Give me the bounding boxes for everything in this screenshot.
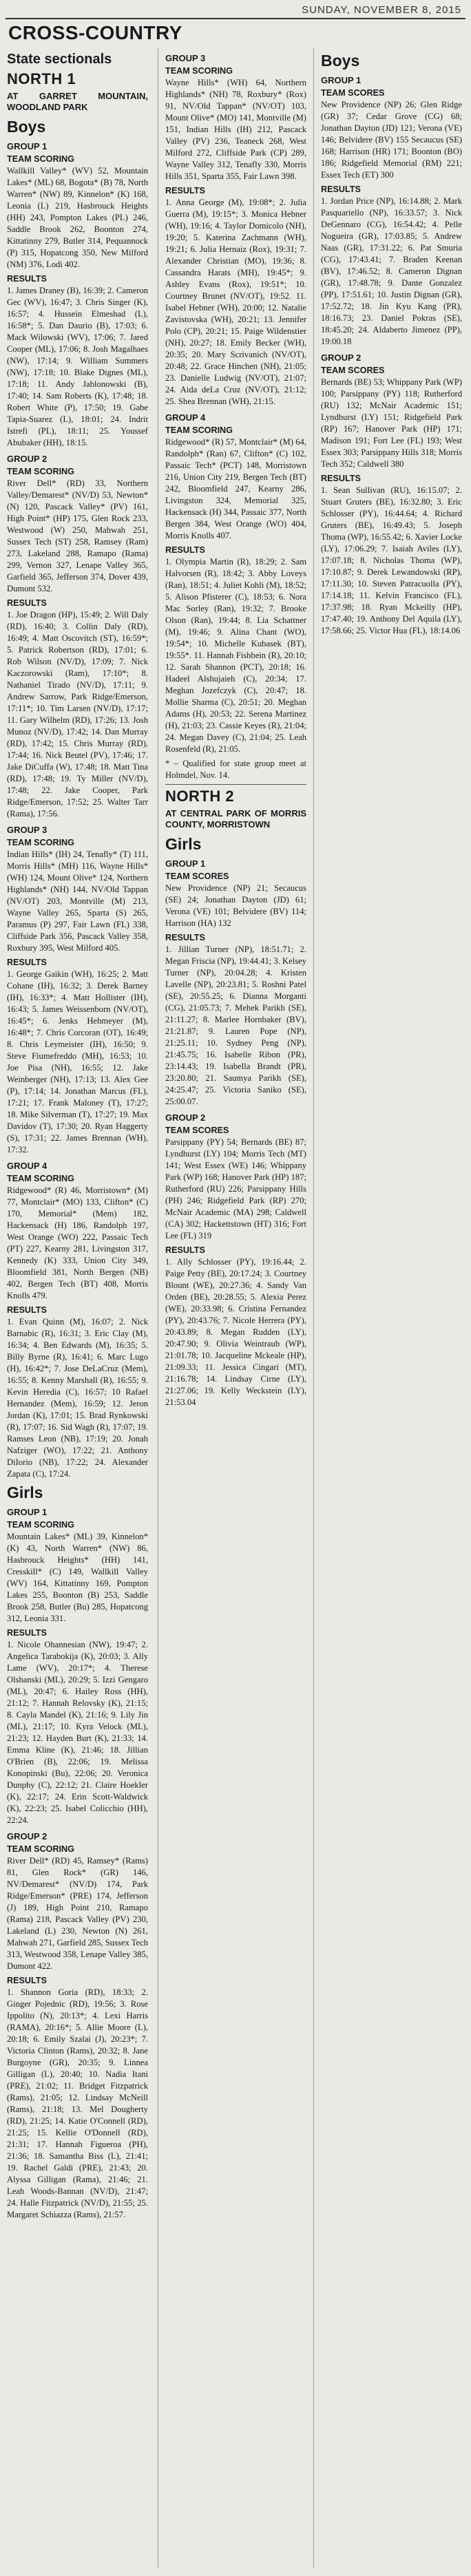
group-heading: GROUP 3 bbox=[7, 825, 48, 835]
results-label: RESULTS bbox=[321, 184, 361, 194]
group-heading: GROUP 3 bbox=[165, 53, 206, 63]
group-heading: GROUP 2 bbox=[7, 1831, 48, 1841]
results-text: 1. Olympia Martin (R), 18:29; 2. Sam Halvorsen (R), 18:42; 3. Abby Loveys (Ran), 18:51; 4. Juliet Kohli (M), 18:52; 5. Alison Pfisterer (C), 18:53; 6. Nora Mac Sorley (Ran), 19:32; 7. Brooke Olson (Ran), 19:44; 8. Lia Schattner (M), 19:46; 9. Alina Chant (WO), 19:54*; 10. Michelle Kubasek (BT), 19:55*. 11. Hannah Fishbein (R), 20:10; 12. Sarah Shannon (PCT), 20:18; 16. Hadeel Alshujaieh (C), 20:34; 17. Meghan Jozefczyk (C), 20:47; 18. Mollie Sharma (C), 20:51; 20. Meghan Adams (H), 20:53; 22. Serena Martinez (H), 21:03; 23. Cassie Keyes (R), 21:04; 24. Megan Davey (C), 21:04; 25. Leah Rosenfeld (R), 21:05. bbox=[165, 557, 306, 754]
team-scoring-label: TEAM SCORING bbox=[7, 154, 74, 164]
top-rule bbox=[6, 18, 465, 19]
column-3 bbox=[321, 48, 462, 2568]
meet-location: AT GARRET MOUNTAIN, WOODLAND PARK bbox=[7, 91, 148, 112]
team-scores-text: Parsippany (PY) 54; Bernards (BE) 87; Lyndhurst (LY) 104; Morris Tech (MT) 141; West Essex (WE) 146; Whippany Park (WP) 168; Hanover Park (HP) 187; Rutherford (RU) 226; Parsippany Hills (PH) 246; Ridgefield Park (RP) 270; McNair Academic (MA) 298; Caldwell (CA) 302; Hackettstown (HT) 316; Fort Lee (FL) 319 bbox=[165, 1137, 306, 1241]
qualifier-note: * – Qualified for state group meet at Holmdel, Nov. 14. bbox=[165, 759, 306, 780]
results-text: 1. Jordan Price (NP), 16:14.88; 2. Mark Pasquariello (NP), 16:33.57; 3. Nick DeGennaro (CG), 16:54.42; 4. Pelle Nogueira (GR), 17:03.85; 5. Andrew Naas (GR), 17:31.22; 6. Pat Smuria (CG), 17:43.41; 7. Braden Keenan (BV), 17:46.52; 8. Cameron Dignan (GR), 17:48.78; 9. Dante Gonzalez (PP), 17:51.61; 10. Justin Dignan (GR), 17:52.72; 18. Jin Kyu Kang (PR), 18:16.73; 23. Daniel Pokras (SE), 18:45.20; 24. Aldaberto Jimenez (PP), 19:00.18 bbox=[321, 196, 462, 346]
team-scores-text: Bernards (BE) 53; Whippany Park (WP) 100; Parsippany (PY) 118; Rutherford (RU) 132; McNair Academic 151; Lyndhurst (LY) 151; Ridgefield Park (RP) 167; Hanover Park (HP) 171; Madison 191; Fort Lee (FL) 193; West Essex 303; Parsippany Hills 318; Morris Tech 352; Caldwell 380 bbox=[321, 377, 462, 469]
results-label: RESULTS bbox=[165, 933, 205, 942]
results-text: 1. Joe Dragon (HP), 15:49; 2. Will Daly (RD), 16:40; 3. Collin Daly (RD), 16:49; 4. Matt Oscovitch (ST), 16:59*; 5. Patrick Robertson (RD), 17:01; 6. Rob Wilson (NV/D), 17:09; 7. Nick Kaczorowski (Ram), 17:10*; 8. Nathaniel Tirado (NV/D), 17:11; 9. Andrew Sarrow, Park Ridge/Emerson, 17:11*; 10. Tim Larsen (NV/D), 17:17; 11. Gary Wilhelm (RD), 17:26; 13. Josh Munoz (NV/D), 17:42; 14. Dan Murray (RD), 17:42; 15. Chris Murray (RD), 17:44; 16. Nick Beutel (PV), 17:46; 17. Jake DiCuffa (W), 17:48; 18. Matt Tina (RD), 17:48; 19. Ty Miller (NV/D), 17:48; 22. Jake Cooper, Park Ridge/Emerson, 17:52; 25. Walter Tarr (Rama), 17:56. bbox=[7, 610, 148, 819]
team-scores-text: New Providence (NP) 21; Secaucus (SE) 24; Jonathan Dayton (JD) 61; Verona (VE) 101; Belvidere (BV) 114; Harrison (HA) 132 bbox=[165, 883, 306, 928]
team-scoring-label: TEAM SCORING bbox=[7, 1844, 74, 1854]
team-scoring-text: Mountain Lakes* (ML) 39, Kinnelon* (K) 43, North Warren* (NW) 86, Hasbrouck Heights* (HH) 141, Cresskill* (C) 149, Wallkill Valley (WV) 164, Kittatinny 169, Pompton Lakes 255, Boonton (B) 253, Saddle Brook 258, Butler (Bu) 285, Hopatcong 312, Leonia 331. bbox=[7, 1532, 148, 1623]
team-scoring-label: TEAM SCORING bbox=[165, 66, 233, 76]
group-heading: GROUP 1 bbox=[7, 1507, 48, 1517]
results-label: RESULTS bbox=[165, 1245, 205, 1255]
results-text: 1. George Gaikin (WH), 16:25; 2. Matt Cohane (IH), 16:32; 3. Derek Barney (IH), 16:33*; 4. Matt Hollister (IH), 16:43; 5. James Weissenborn (NV/OT), 16:45*; 6. Jenks Hehmeyer (M), 16:48*; 7. Chris Corcoran (OT), 16:49; 8. Chris Leymeister (IH), 16:50; 9. Steve Fiumefreddo (MH), 16:53; 10. Joe Pisa (NH), 16:55; 12. Jake Weinberger (NH), 17:13; 13. Alex Gee (P), 17:14; 14. Jonathan Marcus (FL), 17:21; 17. Frank Maloney (T), 17:27; 18. Mike Silverman (T), 17:27; 19. Max Davidov (T), 17:30; 20. Ryan Haggerty (S), 17:31; 22. James Brennan (WH), 17:32. bbox=[7, 969, 148, 1154]
team-scoring-label: TEAM SCORING bbox=[7, 467, 74, 476]
team-scoring-text: Wallkill Valley* (WV) 52, Mountain Lakes* (ML) 68, Bogota* (B) 78, North Warren* (NW) 89, Kinnelon* (K) 168, Leonia (L) 219, Hasbrouck Heights (HH) 243, Pompton Lakes (PL) 246, Saddle Brook 262, Boonton 274, Kittatinny 279, Butler 314, Pequannock (P) 315, Hopatcong 350, New Milford (NM) 376, Lodi 402. bbox=[7, 166, 148, 269]
section-rule bbox=[165, 784, 306, 785]
results-text: 1. Shannon Goria (RD), 18:33; 2. Ginger Pojednic (RD), 19:56; 3. Rose Ippolito (N), 20:13*; 4. Lexi Harris (RAMA), 20:16*; 5. Allie Moore (L), 20:18; 6. Emily Szalai (J), 20:23*; 7. Victoria Clinton (Rams), 20:32; 8. Jane Burgoyne (GR), 20:35; 9. Linnea Gilligan (L), 20:40; 10. Nadia Itani (PRE), 21:02; 11. Bridget Fitzpatrick (Rams), 21:05; 12. Lindsay McNeill (Rams), 21:18; 13. Mel Dougherty (RD), 21:25; 14. Katie O'Connell (RD), 21:25; 15. Kellie O'Donnell (RD), 21:31; 17. Hannah Figueroa (PH), 21:36; 18. Samantha Biss (L), 21:41; 19. Rachel Galdi (PRE), 21:43; 20. Alyssa Gilligan (Rama), 21:46; 21. Leah Woods-Bannan (NV/D), 21:47; 24. Halle Fitzpatrick (NV/D), 21:55; 25. Margaret Schiazza (Rams), 21:57. bbox=[7, 1987, 148, 2219]
column-divider bbox=[313, 48, 314, 2568]
boys-heading: Boys bbox=[321, 52, 360, 70]
results-label: RESULTS bbox=[7, 1305, 47, 1315]
team-scores-text: New Providence (NP) 26; Glen Ridge (GR) 37; Cedar Grove (CG) 68; Jonathan Dayton (JD) 121; Verona (VE) 146; Belvidere (BV) 155 Secaucus (SE) 168; Harrison (HR) 171; Boonton (BO) 186; Ridgefield Memorial (RM) 221; Essex Tech (ET) 300 bbox=[321, 100, 462, 180]
group-heading: GROUP 1 bbox=[321, 75, 362, 85]
girls-heading: Girls bbox=[7, 1484, 43, 1501]
team-scoring-label: TEAM SCORING bbox=[165, 425, 233, 435]
team-scoring-text: Wayne Hills* (WH) 64, Northern Highlands* (NH) 78, Roxbury* (Rox) 91, NV/Old Tappan* (NV/OT) 103, Mount Olive* (MO) 141, Montville (M) 151, Indian Hills (IH) 212, Pascack Valley (PV) 236, Teaneck 268, West Milford 272, Cliffside Park (CP) 289, Wayne Valley 312, Tenafly 330, Morris Hills 351, Sparta 355, Fair Lawn 398. bbox=[165, 78, 306, 181]
results-label: RESULTS bbox=[165, 186, 205, 196]
group-heading: GROUP 4 bbox=[165, 412, 206, 423]
group-heading: GROUP 1 bbox=[7, 141, 48, 151]
results-text: 1. Nicole Ohannesian (NW), 19:47; 2. Angelica Tarabokija (K), 20:03; 3. Ally Lame (WV), 20:17*; 4. Therese Olshanski (ML), 20:29; 5. Izzi Gengaro (ML), 20:47; 6. Hailey Ross (HH), 21:12; 7. Hannah Relovsky (K), 21:15; 8. Cayla Mandel (K), 21:16; 9. Lily Jin (ML), 21:17; 10. Kyra Velock (ML), 21:23; 12. Hayden Burt (K), 21:33; 14. Emma Kline (K), 21:46; 18. Jillian O'Brien (B), 22:06; 19. Melissa Konopinski (Bu), 22:06; 20. Veronica Dunphy (C), 22:12; 21. Claire Hoekler (K), 22:17; 24. Erin Scott-Waldwick (K), 22:23; 25. Isabel Colicchio (HH), 22:24. bbox=[7, 1640, 148, 1825]
column-2 bbox=[165, 48, 306, 2568]
results-text: 1. Evan Quinn (M), 16:07; 2. Nick Barnabic (R), 16:31; 3. Eric Clay (M), 16:34; 4. Ben Edwards (M), 16:35; 5. Billy Byrne (R), 16:41; 6. Marc Lugo (H), 16:42*; 7. Jose DeLaCruz (Mem), 16:55; 8. Kenny Marshall (R), 16:55; 9. Kevin Heredia (C), 16:57; 10 Rafael Hernandez (Mem), 16:59; 12. Jeron Jordan (K), 17:01; 15. Brad Rynkowski (R), 17:07; 16. Sid Wagh (R), 17:07; 19. Ramses Leon (NB), 17:19; 20. Jonah Nafziger (WO), 17:22; 21. Anthony DiIorio (NB), 17:22; 24. Alexander Zapata (C), 17:24. bbox=[7, 1317, 148, 1479]
section-heading: State sectionals bbox=[7, 52, 112, 67]
group-heading: GROUP 4 bbox=[7, 1161, 48, 1171]
results-text: 1. Ally Schlosser (PY), 19:16.44; 2. Paige Petty (BE), 20:17.24; 3. Courtney Blount (WE), 20:27.36; 4. Sandy Van Orden (BE), 20:28.55; 5. Alexia Perez (WE), 20:33.98; 6. Cristina Fernandez (PY), 20:43.76; 7. Nicole Herrera (PY), 20:43.89; 8. Megan Rudden (LY), 20:47.90; 9. Olivia Weintraub (WP), 21:01.78; 10. Jacqueline Mckeale (HP), 21:09.33; 11. Jessica Cingari (MT), 21:16.78; 14. Lindsay Cirne (LY), 21:27.06; 19. Kelly Weckstein (LY), 21:53.04 bbox=[165, 1257, 306, 1407]
results-text: 1. James Draney (B), 16:39; 2. Cameron Gec (WV), 16:47; 3. Chris Singer (K), 16:57; 4. Hussein Elmeshad (L), 16:58*; 5. Dan Daurio (B), 17:03; 6. Mack Wilowski (WV), 17:06; 7. Jared Cooper (ML), 17:06; 8. Josh Magalhaes (NW), 17:14; 9. William Summers (NW), 17:18; 10. Blake Dignes (ML), 17:18; 11. Andy Jablonowski (B), 17:40; 14. Sam Roberts (K), 17:48; 18. Robert White (P), 17:50; 19. Gabe Tapia-Suarez (L), 18:01; 24. Indrit Istrefi (PL), 18:11; 25. Youssef Abubaker (HH), 18:15. bbox=[7, 286, 148, 447]
team-scoring-text: River Dell* (RD) 33, Northern Valley/Demarest* (NV/D) 53, Newton* (N) 120, Pascack Valley* (PV) 161, High Point* (HP) 175, Glen Rock 233, Westwood (W) 250, Mahwah 251, Sussex Tech (ST) 258, Ramsey (Ram) 273, Lakeland 288, Ramapo (Rama) 299, Vernon 327, Lenape Valley 365, Garfield 365, Jefferson 374, Dover 439, Dumont 532. bbox=[7, 478, 148, 593]
results-label: RESULTS bbox=[7, 1628, 47, 1638]
group-heading: GROUP 2 bbox=[165, 1112, 206, 1123]
team-scores-label: TEAM SCORES bbox=[321, 366, 385, 375]
results-label: RESULTS bbox=[7, 598, 47, 608]
boys-heading: Boys bbox=[7, 118, 46, 136]
group-heading: GROUP 2 bbox=[7, 454, 48, 464]
meet-heading: NORTH 1 bbox=[7, 70, 76, 87]
girls-heading: Girls bbox=[165, 835, 202, 853]
results-text: 1. Jillian Turner (NP), 18:51.71; 2. Megan Friscia (NP), 19:44.41; 3. Kelsey Turner (NP), 20:04.28; 4. Kristen Lavelle (NP), 20:23.81; 5. Roshni Patel (SE), 20:55.25; 6. Dianna Morganti (CG), 21:05.73; 7. Mehek Parikh (SE), 21:11.27; 8. Marlee Hornbaker (BV), 21:21.87; 9. Lauren Pope (NP), 21:25.11; 10. Sydney Peng (NP), 21:45.75; 16. Isabelle Ribon (PR), 23:14.43; 19. Isabella Brandt (PR), 23:20.80; 21. Saumya Parikh (SE), 24:25.47; 25. Victoria Saniko (SE), 25:00.07. bbox=[165, 944, 306, 1106]
team-scores-label: TEAM SCORES bbox=[165, 1126, 229, 1135]
results-label: RESULTS bbox=[7, 958, 47, 967]
team-scores-label: TEAM SCORES bbox=[165, 872, 229, 881]
team-scoring-label: TEAM SCORING bbox=[7, 838, 74, 847]
meet-location: AT CENTRAL PARK OF MORRIS COUNTY, MORRISTOWN bbox=[165, 808, 306, 830]
team-scores-label: TEAM SCORES bbox=[321, 88, 385, 98]
team-scoring-text: Indian Hills* (IH) 24, Tenafly* (T) 111, Morris Hills* (MH) 116, Wayne Hills* (WH) 124, Mount Olive* 124, Northern Highlands* (NH) 144, NV/Old Tappan (NV/OT) 203, Montville (M) 213, Wayne Valley 265, Sparta (S) 265, Paramus (P) 297, Fair Lawn (FL) 338, Cliffside Park 356, Pascack Valley 358, Roxbury 395, West Milford 405. bbox=[7, 849, 148, 953]
results-text: 1. Anna George (M), 19:08*; 2. Julia Guerra (M), 19:15*; 3. Monica Hebner (WH), 19:16; 4. Taylor Domicolo (NH), 19:20; 5. Katerina Zachmann (WH), 19:21; 6. Julia Hernaiz (Rox), 19:31; 7. Alexander Christian (MO), 19:36; 8. Cassandra Harats (MH), 19:45*; 9. Ashley Evans (Rox), 19:51*; 10. Courtney Brunet (NV/OT), 19:52. 11. Isabel Hebner (WH), 20:00; 12. Natalie Zavistovska (WH), 20:21; 13. Jennifer Polo (CP), 20:21; 15. Paige Wildenstier (NH), 20:27; 18. Emily Becker (WH), 20:35; 20. Mary Scrivanich (NV/OT), 20:48; 22. Grace Hinchen (NH), 21:05; 23. Danielle Ludwig (NV/OT), 21:07; 24. Aida deLa Cruz (NV/OT), 21:12; 25. Shea Brennan (WH), 21:15. bbox=[165, 198, 306, 406]
results-label: RESULTS bbox=[321, 474, 361, 483]
page-folio: SUNDAY, NOVEMBER 8, 2015 bbox=[302, 4, 461, 16]
results-label: RESULTS bbox=[7, 274, 47, 284]
team-scoring-label: TEAM SCORING bbox=[7, 1520, 74, 1530]
group-heading: GROUP 2 bbox=[321, 352, 362, 363]
results-label: RESULTS bbox=[7, 1976, 47, 1985]
team-scoring-label: TEAM SCORING bbox=[7, 1174, 74, 1183]
column-1 bbox=[7, 48, 148, 2568]
group-heading: GROUP 1 bbox=[165, 858, 206, 869]
page-title: CROSS-COUNTRY bbox=[8, 22, 182, 43]
team-scoring-text: Ridgewood* (R) 46, Morristown* (M) 77, Montclair* (MO) 133, Clifton* (C) 170, Memorial* (Mem) 182, Hackensack (H) 186, Randolph 197, West Orange (WO) 222, Passaic Tech (PT) 227, Kearny 281, Livingston 317, Kennedy (K) 333, Union City 349, Bloomfield 381, North Bergen (NB) 402, Bergen Tech (BT) 408, Morris Knolls 479. bbox=[7, 1185, 148, 1300]
team-scoring-text: Ridgewood* (R) 57, Montclair* (M) 64, Randolph* (Ran) 67, Clifton* (C) 102, Passaic Tech* (PCT) 148, Morristown 216, Union City 219, Bergen Tech (BT) 242, Bloomfield 247, Kearny 286, Livingston 324, Memorial 325, Hackensack (H) 344, Passaic 377, North Bergen 384, West Orange (WO) 404, Morris Knolls 407. bbox=[165, 437, 306, 540]
results-text: 1. Sean Sullivan (RU), 16:15.07; 2. Stuart Gruters (BE), 16:32.80; 3. Eric Schlosser (PY), 16:44.64; 4. Richard Gruters (BE), 16:49.43; 5. Joseph Thoma (WP), 16:55.42; 6. Xavier Locke (LY), 17:06.29; 7. Isaiah Aviles (LY), 17:07.18; 8. Nicholas Thoma (WP), 17:10.87; 9. Derek Lewandowski (RP), 17:11.30; 10. Steven Patracuolla (PY), 17:14.18; 11. Kelvin Francisco (FL), 17:37.98; 18. Ryan Mckeilly (HP), 17:47.40; 19. Anthony Del Aquila (LY), 17:58.66; 25. Victor Hua (FL), 18:14.06 bbox=[321, 485, 462, 635]
results-label: RESULTS bbox=[165, 545, 205, 555]
meet-heading: NORTH 2 bbox=[165, 788, 235, 805]
team-scoring-text: River Dell* (RD) 45, Ramsey* (Rams) 81, Glen Rock* (GR) 146, NV/Demarest* (NV/D) 174, Park Ridge/Emerson* (PRE) 174, Jefferson (J) 189, High Point 210, Ramapo (Rama) 218, Pascack Valley (PV) 230, Lakeland (L) 230, Newton (N) 261, Mahwah 271, Garfield 285, Sussex Tech 313, Westwood 358, Lenape Valley 385, Dumont 422. bbox=[7, 1856, 148, 1971]
